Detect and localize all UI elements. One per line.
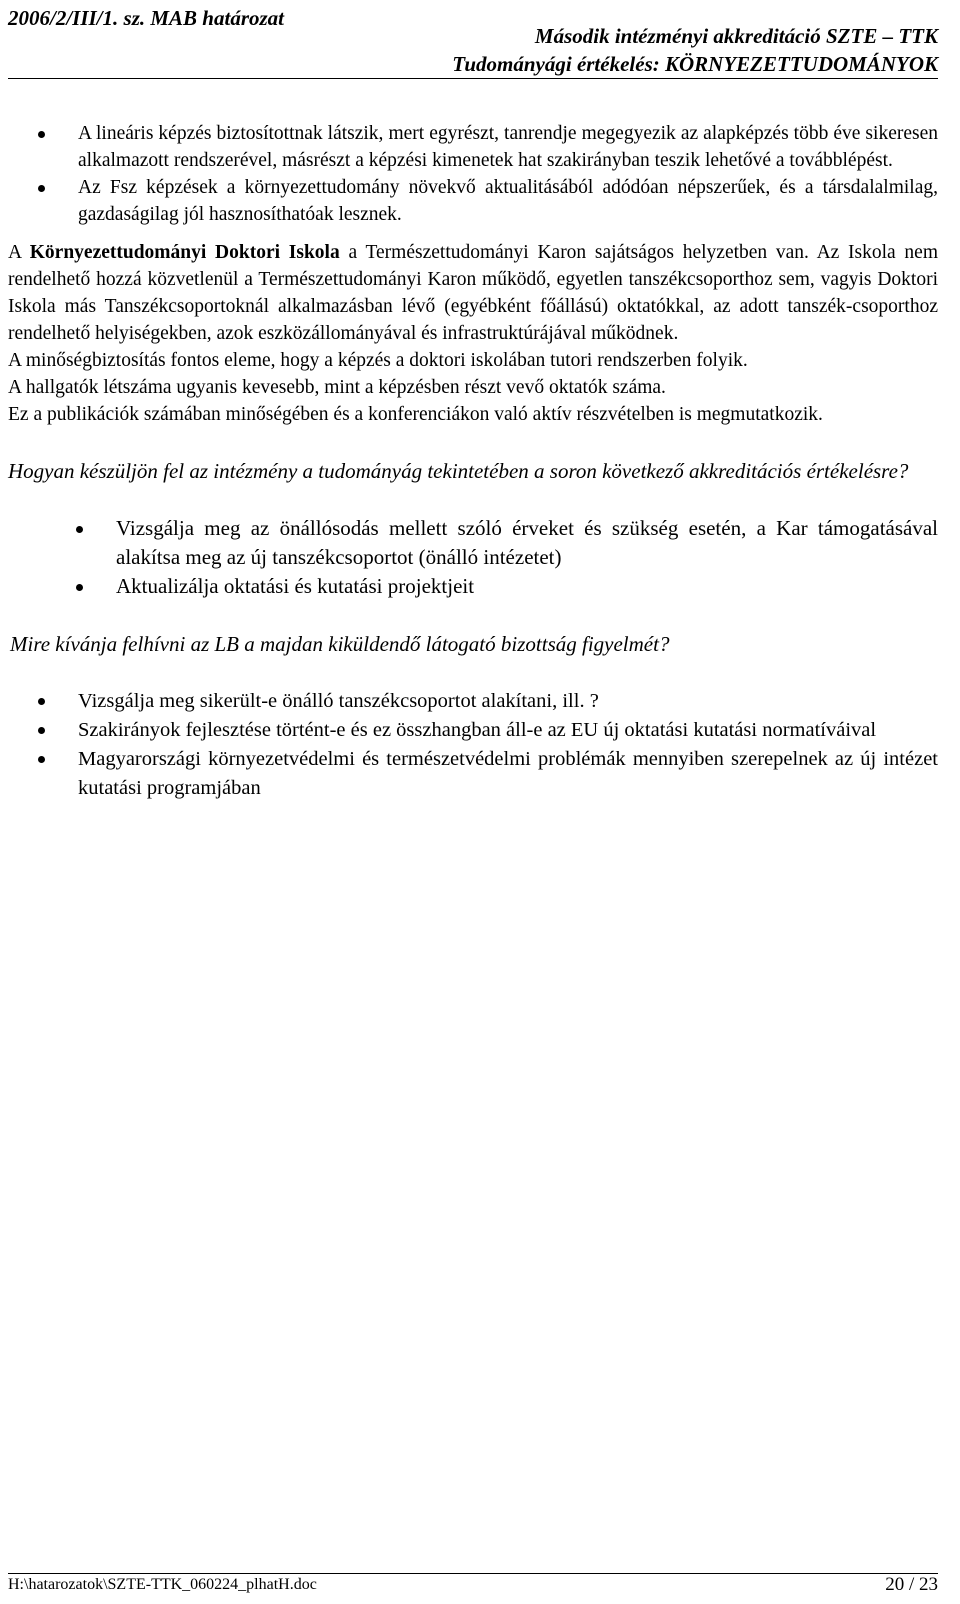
list-item: Aktualizálja oktatási és kutatási projektjeit: [8, 572, 938, 601]
bullet-icon: [76, 526, 83, 533]
list-item: Az Fsz képzések a környezettudomány növekvő aktualitásából adódóan népszerűek, és a társdalalmilag, gazdaságilag jól hasznosíthatóak lesznek.: [8, 174, 938, 228]
paragraph: Ez a publikációk számában minőségében és a konferenciákon való aktív részvételben is megmutatkozik.: [8, 404, 823, 425]
header-title-line1: Második intézményi akkreditáció SZTE – TTK: [534, 24, 938, 48]
bullet-icon: [38, 131, 45, 138]
header-resolution-number: 2006/2/III/1. sz. MAB határozat: [8, 6, 284, 30]
doctoral-school-name: Környezettudományi Doktori Iskola: [29, 242, 340, 263]
bullet-icon: [38, 756, 45, 763]
paragraph: A minőségbiztosítás fontos eleme, hogy a képzés a doktori iskolában tutori rendszerben folyik.: [8, 350, 748, 371]
header-title-line2: Tudományági értékelés: KÖRNYEZETTUDOMÁNYOK: [452, 52, 938, 76]
question-visiting-committee: Mire kívánja felhívni az LB a majdan kiküldendő látogató bizottság figyelmét?: [10, 632, 670, 656]
header-divider: [8, 78, 938, 79]
bullet-icon: [38, 727, 45, 734]
list-item: A lineáris képzés biztosítottnak látszik, mert egyrészt, tanrendje megegyezik az alapképzés több éve sikeresen alkalmazott rendszerével, másrészt a képzési kimenetek hat szakirányban teszik lehetővé a továbblépést.: [8, 120, 938, 174]
list-item: Magyarországi környezetvédelmi és természetvédelmi problémák mennyiben szerepelnek az új intézet kutatási programjában: [8, 745, 938, 803]
paragraph: A hallgatók létszáma ugyanis kevesebb, mint a képzésben részt vevő oktatók száma.: [8, 377, 666, 398]
footer-page-number: 20 / 23: [885, 1574, 938, 1595]
footer-file-path: H:\hatarozatok\SZTE-TTK_060224_plhatH.doc: [8, 1576, 317, 1593]
question-preparation: Hogyan készüljön fel az intézmény a tudományág tekintetében a soron következő akkreditációs értékelésre?: [8, 459, 909, 483]
bullet-icon: [38, 698, 45, 705]
top-bullet-list: [8, 120, 938, 228]
bullet-icon: [76, 584, 83, 591]
list-item: Vizsgálja meg sikerült-e önálló tanszékcsoportot alakítani, ill. ?: [8, 687, 938, 716]
list-item: Vizsgálja meg az önállósodás mellett szóló érveket és szükség esetén, a Kar támogatásával alakítsa meg az új tanszékcsoportot (önálló intézetet): [8, 514, 938, 572]
document-body: [8, 120, 938, 803]
preparation-bullet-list: [8, 514, 938, 601]
header-title: [452, 22, 938, 78]
committee-bullet-list: [8, 687, 938, 803]
doctoral-school-paragraph: A Környezettudományi Doktori Iskola a Természettudományi Karon sajátságos helyzetben van. Az Iskola nem rendelhető hozzá közvetlenül a Természettudományi Karon működő, egyetlen tanszékcsoporthoz sem, vagyis Doktori Iskola más Tanszékcsoportoknál alkalmazásban lévő (egyébként főállású) oktatókkal, az adott tanszék-csoporthoz rendelhető helyiségekben, azok eszközállományával és infrastruktúrájával működnek.: [8, 242, 939, 344]
bullet-icon: [38, 185, 45, 192]
list-item: Szakirányok fejlesztése történt-e és ez összhangban áll-e az EU új oktatási kutatási normatíváival: [8, 716, 938, 745]
footer-divider: [8, 1573, 938, 1574]
